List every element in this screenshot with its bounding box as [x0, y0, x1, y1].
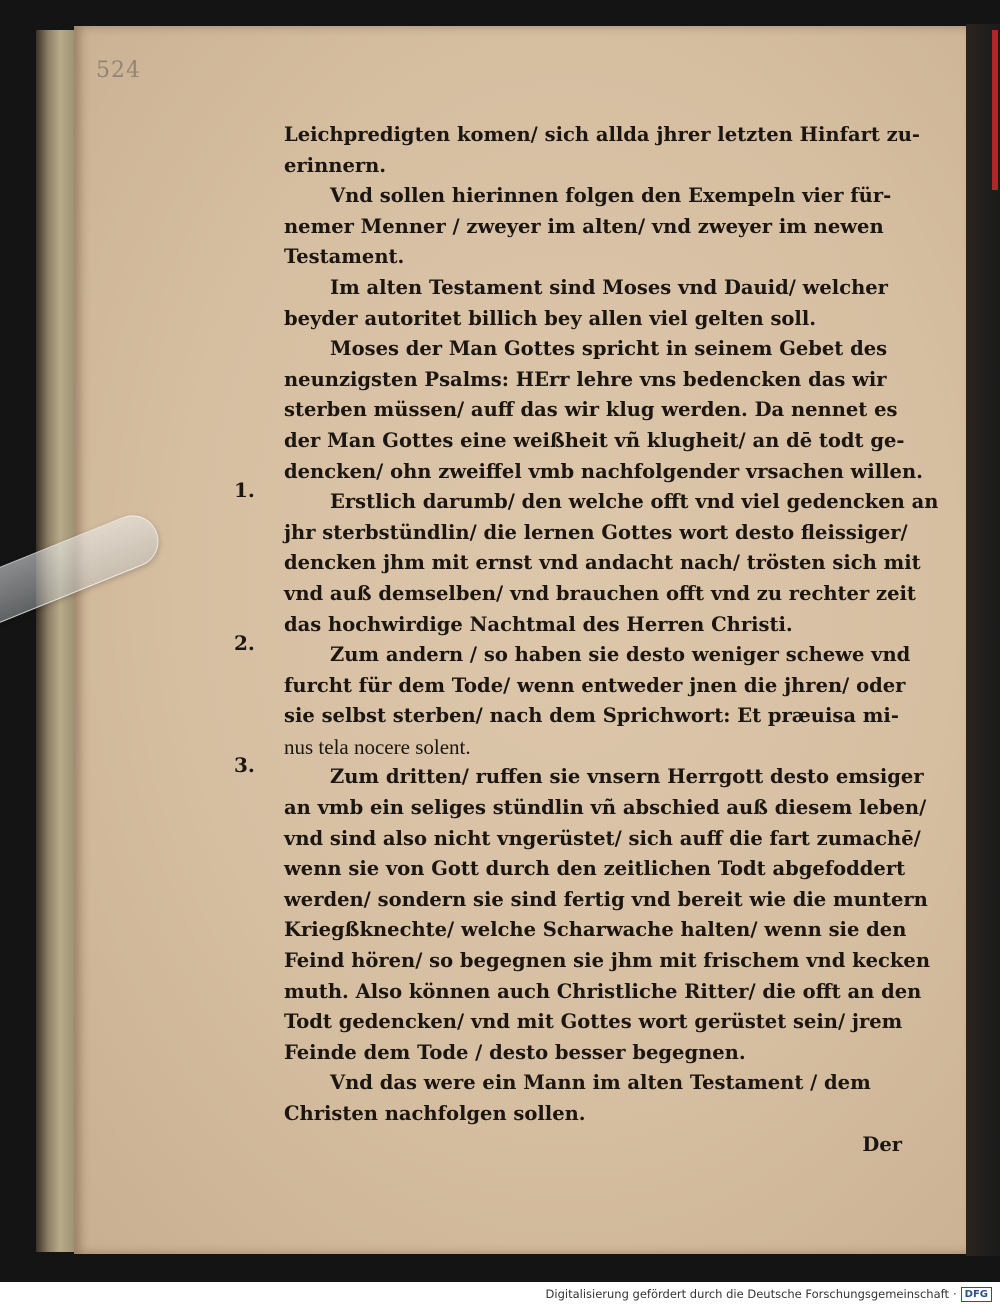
bookmark-ribbon: [992, 30, 998, 190]
text-line: Zum andern / so haben sie desto weniger schewe vnd: [330, 643, 911, 667]
digitization-footer: Digitalisierung gefördert durch die Deutsche Forschungsgemeinschaft · DFG: [546, 1283, 992, 1305]
text-line: muth. Also können auch Christliche Ritter/ die offt an den: [284, 979, 922, 1003]
margin-number-3: 3.: [234, 753, 255, 777]
page-text: [284, 120, 939, 1160]
text-line: wenn sie von Gott durch den zeitlichen Todt abgefoddert: [284, 857, 906, 881]
text-line: neunzigsten Psalms: HErr lehre vns bedencken das wir: [284, 367, 887, 391]
margin-number-1: 1.: [234, 478, 255, 502]
text-line: Im alten Testament sind Moses vnd Dauid/ welcher: [330, 275, 888, 299]
text-line: Zum dritten/ ruffen sie vnsern Herrgott desto emsiger: [330, 765, 924, 789]
text-line: Leichpredigten komen/ sich allda jhrer letzten Hinfart zu-: [284, 123, 921, 146]
text-line: Moses der Man Gottes spricht in seinem Gebet des: [330, 337, 888, 361]
text-line: Kriegßknechte/ welche Scharwache halten/ wenn sie den: [284, 918, 907, 942]
text-line: vnd auß demselben/ vnd brauchen offt vnd zu rechter zeit: [284, 581, 916, 605]
text-line: vnd sind also nicht vngerüstet/ sich auff die fart zumachē/: [284, 826, 921, 850]
text-line: Todt gedencken/ vnd mit Gottes wort gerüstet sein/ jrem: [284, 1010, 903, 1034]
text-line: Feinde dem Tode / desto besser begegnen.: [284, 1040, 746, 1064]
text-line: Christen nachfolgen sollen.: [284, 1102, 586, 1125]
text-line: beyder autoritet billich bey allen viel gelten soll.: [284, 306, 817, 330]
catchword: Der: [862, 1132, 902, 1156]
text-line: Feind hören/ so begegnen sie jhm mit frischem vnd kecken: [284, 949, 931, 973]
text-line: dencken/ ohn zweiffel vmb nachfolgender vrsachen willen.: [284, 459, 923, 483]
footer-text: Digitalisierung gefördert durch die Deutsche Forschungsgemeinschaft: [545, 1287, 949, 1301]
margin-number-2: 2.: [234, 631, 255, 655]
text-line: der Man Gottes eine weißheit vñ klugheit/ an dē todt ge-: [284, 428, 905, 452]
text-line: werden/ sondern sie sind fertig vnd bereit wie die muntern: [284, 887, 928, 911]
text-line: sterben müssen/ auff das wir klug werden. Da nennet es: [284, 398, 898, 422]
text-line: nus tela nocere solent.: [284, 734, 471, 759]
text-line: jhr sterbstündlin/ die lernen Gottes wort desto fleissiger/: [284, 520, 908, 544]
page-right-edge: [966, 24, 1000, 1256]
text-line: das hochwirdige Nachtmal des Herren Christi.: [284, 612, 793, 636]
text-line: an vmb ein seliges stündlin vñ abschied auß diesem leben/: [284, 796, 927, 820]
page-edge: [36, 30, 76, 1252]
text-line: sie selbst sterben/ nach dem Sprichwort: Et præuisa mi-: [284, 704, 899, 728]
text-line: dencken jhm mit ernst vnd andacht nach/ trösten sich mit: [284, 551, 921, 575]
text-line: Vnd das were ein Mann im alten Testament / dem: [330, 1071, 871, 1095]
text-line: Vnd sollen hierinnen folgen den Exempeln vier für-: [330, 184, 892, 208]
dfg-logo: DFG: [961, 1287, 992, 1302]
text-line: Testament.: [284, 245, 405, 269]
text-line: Erstlich darumb/ den welche offt vnd viel gedencken an: [330, 490, 939, 514]
text-line: furcht für dem Tode/ wenn entweder jnen die jhren/ oder: [284, 673, 906, 697]
text-line: nemer Menner / zweyer im alten/ vnd zweyer im newen: [284, 214, 884, 238]
folio-mark: 524: [96, 58, 141, 83]
text-line: erinnern.: [284, 153, 387, 177]
